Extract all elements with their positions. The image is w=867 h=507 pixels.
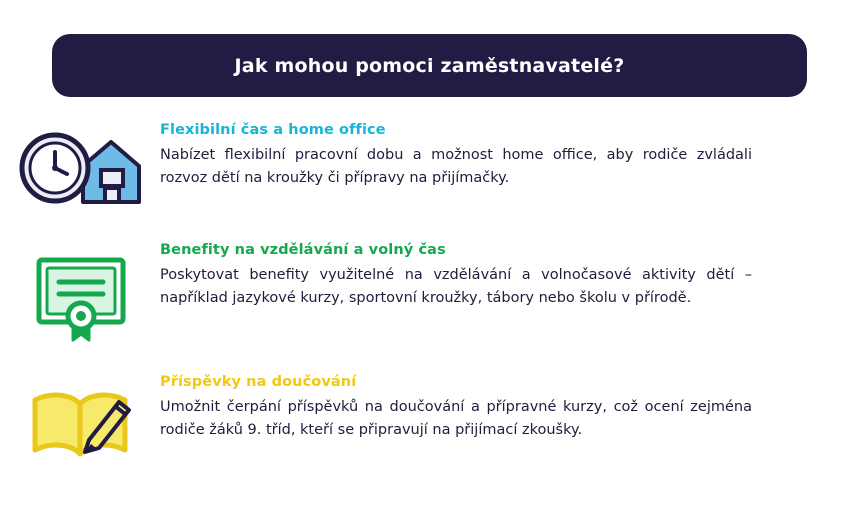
list-item-heading: Benefity na vzdělávání a volný čas [160, 242, 446, 258]
list-item-body: Poskytovat benefity využitelné na vzdělávání a volnočasové aktivity dětí – například jazykové kurzy, sportovní kroužky, tábory nebo školu v přírodě. [160, 267, 752, 306]
list-item [0, 122, 867, 214]
list-item-text [160, 374, 760, 442]
header-banner [52, 34, 807, 97]
book-pencil-icon [0, 374, 160, 468]
list-item-heading: Příspěvky na doučování [160, 374, 357, 390]
list-item-body: Nabízet flexibilní pracovní dobu a možnost home office, aby rodiče zvládali rozvoz dětí na kroužky či přípravy na přijímačky. [160, 147, 752, 186]
tips-list [0, 122, 867, 496]
list-item-heading: Flexibilní čas a home office [160, 122, 386, 138]
list-item [0, 242, 867, 346]
list-item-body: Umožnit čerpání příspěvků na doučování a přípravné kurzy, což ocení zejména rodiče žáků 9. tříd, kteří se připravují na přijímací zkoušky. [160, 399, 752, 438]
clock-house-icon [0, 122, 160, 214]
page-title: Jak mohou pomoci zaměstnavatelé? [234, 54, 625, 77]
certificate-icon [0, 242, 160, 346]
list-item [0, 374, 867, 468]
list-item-text [160, 242, 760, 310]
list-item-text [160, 122, 760, 190]
